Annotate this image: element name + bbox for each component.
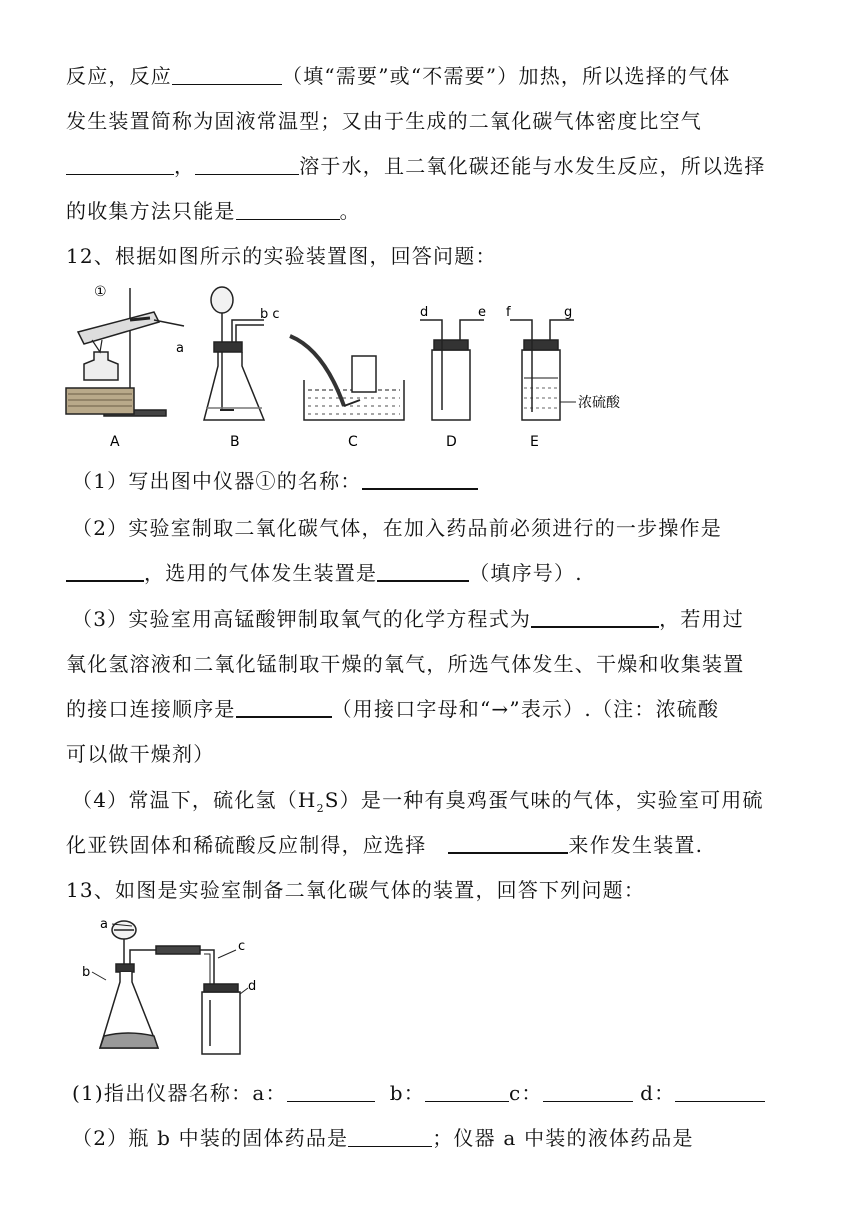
q13-part-1	[72, 1079, 796, 1107]
answer-blank[interactable]	[195, 154, 299, 175]
q13-text: (1)指出仪器名称：a：	[72, 1081, 287, 1105]
q11-line-3	[66, 152, 796, 180]
q12-text: （2）实验室制取二氧化碳气体，在加入药品前必须进行的一步操作是	[72, 516, 722, 540]
apparatus-a	[66, 288, 184, 416]
answer-blank[interactable]	[172, 64, 282, 85]
q12-part-3a	[72, 605, 796, 633]
q12-text: S）是一种有臭鸡蛋气味的气体，实验室可用硫	[324, 788, 764, 812]
label-g: g	[564, 305, 573, 320]
q12-part-2b	[66, 559, 796, 587]
apparatus-b	[204, 287, 264, 420]
answer-blank[interactable]	[66, 154, 174, 175]
label-E: E	[530, 434, 539, 450]
answer-blank[interactable]	[362, 468, 478, 490]
label-d: d	[248, 979, 257, 994]
q12-part-3b	[66, 650, 796, 678]
q11-text: ，	[174, 154, 196, 178]
q13-text: （2）瓶 b 中装的固体药品是	[72, 1126, 349, 1150]
q12-title: 12、根据如图所示的实验装置图，回答问题：	[66, 244, 497, 268]
q12-text: （4）常温下，硫化氢（H	[72, 788, 317, 812]
gas-bottle-icon	[202, 992, 240, 1054]
q12-apparatus-figure	[64, 280, 644, 460]
answer-blank[interactable]	[377, 560, 469, 582]
q12-text: ，若用过	[659, 607, 744, 631]
answer-blank[interactable]	[543, 1081, 633, 1102]
answer-blank[interactable]	[66, 560, 144, 582]
apparatus-e	[510, 320, 576, 420]
label-A: A	[110, 434, 120, 450]
q12-text: 氧化氢溶液和二氧化锰制取干燥的氧气，所选气体发生、干燥和收集装置	[66, 652, 745, 676]
answer-blank[interactable]	[531, 606, 659, 628]
label-a: a	[176, 341, 184, 356]
label-c: c	[238, 939, 246, 954]
q13-apparatus-figure	[76, 912, 276, 1062]
q12-text: 的接口连接顺序是	[66, 697, 236, 721]
label-f: f	[506, 305, 511, 320]
q13-part-2	[72, 1124, 796, 1152]
answer-blank[interactable]	[425, 1081, 509, 1102]
label-circle-1: ①	[94, 284, 107, 300]
q11-text: 溶于水，且二氧化碳还能与水发生反应，所以选择	[299, 154, 766, 178]
label-b: b	[82, 965, 91, 980]
q12-part-4a	[72, 786, 796, 823]
q12-part-2a	[72, 514, 796, 542]
label-a: a	[100, 917, 108, 932]
q12-part-3d	[66, 740, 796, 768]
q12-part-4b	[66, 831, 796, 859]
q13-text: d：	[640, 1081, 676, 1105]
q11-text: 反应，反应	[66, 64, 172, 88]
q12-text: 来作发生装置.	[568, 833, 704, 857]
label-bc: b c	[260, 307, 280, 322]
q12-text: （1）写出图中仪器①的名称：	[72, 469, 362, 493]
q13-text: b：	[389, 1081, 425, 1105]
answer-blank[interactable]	[236, 696, 332, 718]
q11-line-4	[66, 197, 796, 225]
q12-text: 可以做干燥剂）	[66, 742, 215, 766]
subscript: 2	[316, 802, 325, 815]
label-conc-sulfuric-acid: 浓硫酸	[578, 395, 620, 411]
answer-blank[interactable]	[675, 1081, 765, 1102]
answer-blank[interactable]	[236, 199, 340, 220]
answer-blank[interactable]	[448, 832, 568, 854]
q12-text: （3）实验室用高锰酸钾制取氧气的化学方程式为	[72, 607, 532, 631]
q12-part-1	[72, 467, 796, 495]
q13-title: 13、如图是实验室制备二氧化碳气体的装置，回答下列问题：	[66, 878, 646, 902]
q11-text: 的收集方法只能是	[66, 199, 236, 223]
q11-text: （填“需要”或“不需要”）加热，所以选择的气体	[282, 64, 731, 88]
q11-line-1	[66, 62, 796, 90]
answer-blank[interactable]	[348, 1126, 432, 1147]
answer-blank[interactable]	[287, 1081, 375, 1102]
q12-part-3c	[66, 695, 796, 723]
q11-line-2	[66, 107, 796, 135]
q12-text: （填序号）.	[469, 561, 583, 585]
q13-text: ；仪器 a 中装的液体药品是	[432, 1126, 694, 1150]
label-C: C	[348, 434, 358, 450]
q11-text: 发生装置简称为固液常温型；又由于生成的二氧化碳气体密度比空气	[66, 109, 702, 133]
q12-text: （用接口字母和“→”表示）.（注：浓硫酸	[331, 697, 720, 721]
label-d: d	[420, 305, 429, 320]
label-D: D	[446, 434, 457, 450]
q12-text: 化亚铁固体和稀硫酸反应制得，应选择	[66, 833, 427, 857]
apparatus-c	[290, 336, 404, 420]
label-B: B	[230, 434, 240, 450]
q13-text: c：	[508, 1081, 543, 1105]
q12-text: ，选用的气体发生装置是	[144, 561, 378, 585]
label-e: e	[478, 305, 486, 320]
q11-text: 。	[339, 199, 361, 223]
apparatus-d	[420, 320, 484, 420]
